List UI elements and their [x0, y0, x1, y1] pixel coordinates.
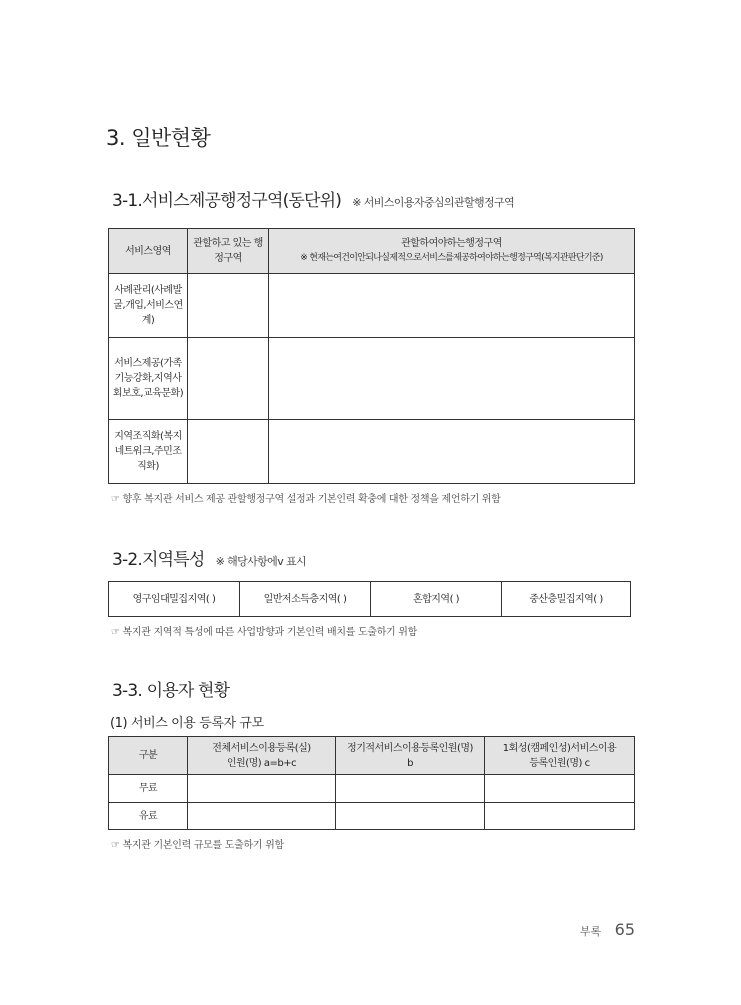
col-target-area-title: 관할하여야하는행정구역	[401, 238, 502, 249]
col-total-formula: 인원(명) a=b+c	[226, 757, 297, 769]
table-cell[interactable]	[269, 274, 635, 338]
table-cell[interactable]	[188, 775, 336, 803]
heading-3-3: 3-3. 이용자 현황	[112, 681, 230, 701]
table-row	[109, 420, 635, 484]
heading-3-2-text: 3-2.지역특성	[112, 550, 205, 570]
table-cell[interactable]	[336, 803, 485, 830]
table-cell[interactable]	[485, 803, 635, 830]
registrant-table	[108, 736, 635, 830]
row-label: 무료	[109, 775, 188, 803]
table-row	[109, 803, 635, 830]
row-label: 사례관리(사례발굴,개입,서비스연계)	[109, 274, 188, 338]
table-row	[109, 338, 635, 420]
service-area-table	[108, 228, 635, 484]
section-title: 3. 일반현황	[106, 126, 211, 150]
footnote-3-2: ☞ 복지관 지역적 특성에 따른 사업방향과 기본인력 배치를 도출하기 위함	[111, 627, 418, 638]
table-cell[interactable]	[188, 420, 269, 484]
col-one-time-title: 1회성(캠페인성)서비스이용	[502, 742, 617, 754]
heading-3-2	[112, 545, 306, 570]
heading-3-1-note: ※ 서비스이용자중심의관할행정구역	[352, 196, 515, 209]
page-footer	[580, 920, 635, 939]
table-cell[interactable]	[188, 274, 269, 338]
row-label: 지역조직화(복지네트워크,주민조직화)	[109, 420, 188, 484]
heading-3-2-note: ※ 해당사항에v 표시	[215, 555, 307, 568]
row-label: 서비스제공(가족기능강화,지역사회보호,교육문화)	[109, 338, 188, 420]
table-cell[interactable]	[188, 803, 336, 830]
table-cell[interactable]	[485, 775, 635, 803]
page-number: 65	[614, 920, 635, 939]
table-row	[109, 274, 635, 338]
col-regular	[336, 737, 485, 775]
col-target-area	[269, 229, 635, 274]
table-cell[interactable]	[269, 420, 635, 484]
col-target-area-note: ※ 현재는여건이안되나실제적으로서비스를제공하여야하는행정구역(복지관판단기준)	[300, 253, 603, 263]
col-service-area: 서비스영역	[109, 229, 188, 274]
col-total-title: 전체서비스이용등록(실)	[212, 742, 311, 754]
footnote-3-1: ☞ 향후 복지관 서비스 제공 관할행정구역 설정과 기본인력 확충에 대한 정책을 제언하기 위함	[111, 494, 501, 505]
col-regular-var: b	[407, 757, 413, 769]
region-type-table	[108, 581, 631, 617]
region-option[interactable]: 영구임대밀집지역( )	[109, 582, 240, 617]
region-option[interactable]: 중산층밀집지역( )	[502, 582, 631, 617]
col-one-time	[485, 737, 635, 775]
col-current-area: 관할하고 있는 행정구역	[188, 229, 269, 274]
table-cell[interactable]	[269, 338, 635, 420]
col-regular-title: 정기적서비스이용등록인원(명)	[347, 742, 473, 754]
heading-3-1	[112, 186, 514, 211]
region-option[interactable]: 혼합지역( )	[371, 582, 502, 617]
table-row	[109, 775, 635, 803]
col-category: 구분	[109, 737, 188, 775]
subheading-registrants: (1) 서비스 이용 등록자 규모	[110, 716, 264, 731]
table-cell[interactable]	[336, 775, 485, 803]
footer-label: 부록	[579, 925, 602, 938]
heading-3-1-text: 3-1.서비스제공행정구역(동단위)	[112, 191, 342, 211]
col-total	[188, 737, 336, 775]
row-label: 유료	[109, 803, 188, 830]
table-cell[interactable]	[188, 338, 269, 420]
footnote-3-3: ☞ 복지관 기본인력 규모를 도출하기 위함	[111, 840, 284, 851]
region-option[interactable]: 일반저소득층지역( )	[240, 582, 371, 617]
col-one-time-var: 등록인원(명) c	[529, 757, 590, 769]
